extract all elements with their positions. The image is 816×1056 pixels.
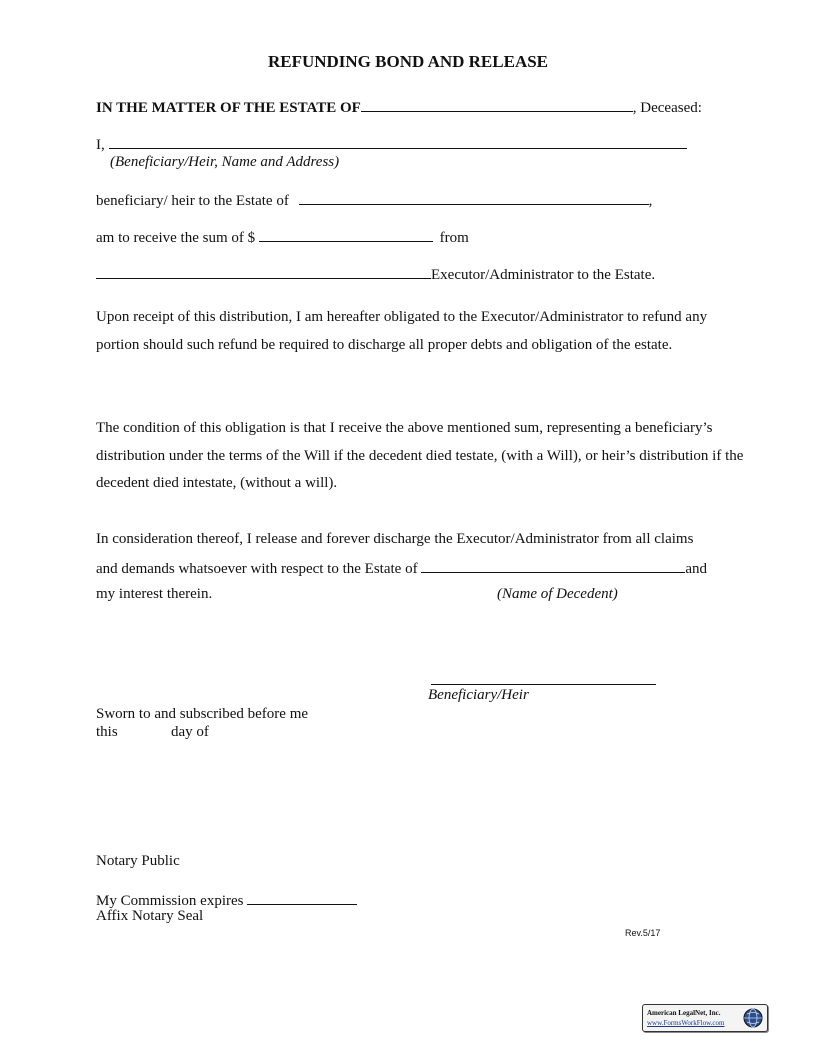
commission-line xyxy=(96,890,357,910)
executor-name-field[interactable] xyxy=(96,264,431,279)
commission-label: My Commission expires xyxy=(96,893,244,909)
logo-url: www.FormsWorkFlow.com xyxy=(647,1019,725,1027)
heir-suffix: , xyxy=(648,193,653,209)
decedent-name-field[interactable] xyxy=(421,558,685,573)
beneficiary-line xyxy=(96,134,687,154)
beneficiary-prefix: I, xyxy=(96,137,105,153)
sum-line xyxy=(96,227,469,247)
estate-name-field[interactable] xyxy=(361,97,633,112)
paragraph-release-line2 xyxy=(96,558,707,578)
sworn-this: this xyxy=(96,724,118,740)
heir-estate-field[interactable] xyxy=(299,190,649,205)
sworn-line1: Sworn to and subscribed before me xyxy=(96,706,309,722)
executor-suffix: Executor/Administrator to the Estate. xyxy=(431,267,656,283)
estate-label: IN THE MATTER OF THE ESTATE OF xyxy=(96,100,361,116)
notary-public-label: Notary Public xyxy=(96,853,180,869)
page-title: REFUNDING BOND AND RELEASE xyxy=(267,52,549,71)
estate-suffix: , Deceased: xyxy=(632,100,702,116)
release-line2-prefix: and demands whatsoever with respect to the Estate of xyxy=(96,561,418,577)
signature-line[interactable] xyxy=(431,684,656,685)
sworn-day-of: day of xyxy=(171,724,209,740)
commission-date-field[interactable] xyxy=(247,890,357,905)
logo-company: American LegalNet, Inc. xyxy=(647,1009,721,1017)
beneficiary-caption: (Beneficiary/Heir, Name and Address) xyxy=(110,154,340,170)
footer-logo[interactable] xyxy=(642,1004,768,1032)
revision-label: Rev.5/17 xyxy=(625,928,661,938)
heir-line xyxy=(96,190,652,210)
paragraph-release-line1: In consideration thereof, I release and forever discharge the Executor/Administrator from all claims xyxy=(96,531,694,547)
globe-icon xyxy=(743,1008,763,1028)
heir-label: beneficiary/ heir to the Estate of xyxy=(96,193,289,209)
estate-line xyxy=(96,97,702,117)
release-line2-suffix: and xyxy=(685,561,707,577)
paragraph-condition: The condition of this obligation is that I receive the above mentioned sum, representing a beneficiary’s distribution under the terms of the Will if the decedent died testate, (with a Will), or heir’s distribution if the decedent died intestate, (without a will). xyxy=(96,420,744,491)
sum-suffix: from xyxy=(439,230,469,246)
sum-amount-field[interactable] xyxy=(259,227,433,242)
paragraph-release-line3: my interest therein. xyxy=(96,586,213,602)
signature-caption: Beneficiary/Heir xyxy=(428,687,529,703)
beneficiary-name-field[interactable] xyxy=(109,134,687,149)
decedent-caption: (Name of Decedent) xyxy=(497,586,618,602)
notary-seal-label: Affix Notary Seal xyxy=(96,908,204,924)
executor-line xyxy=(96,264,655,284)
paragraph-refund: Upon receipt of this distribution, I am hereafter obligated to the Executor/Administrator to refund any portion should such refund be required to discharge all proper debts and obligation of the estate. xyxy=(96,309,708,353)
sum-label: am to receive the sum of $ xyxy=(96,230,256,246)
